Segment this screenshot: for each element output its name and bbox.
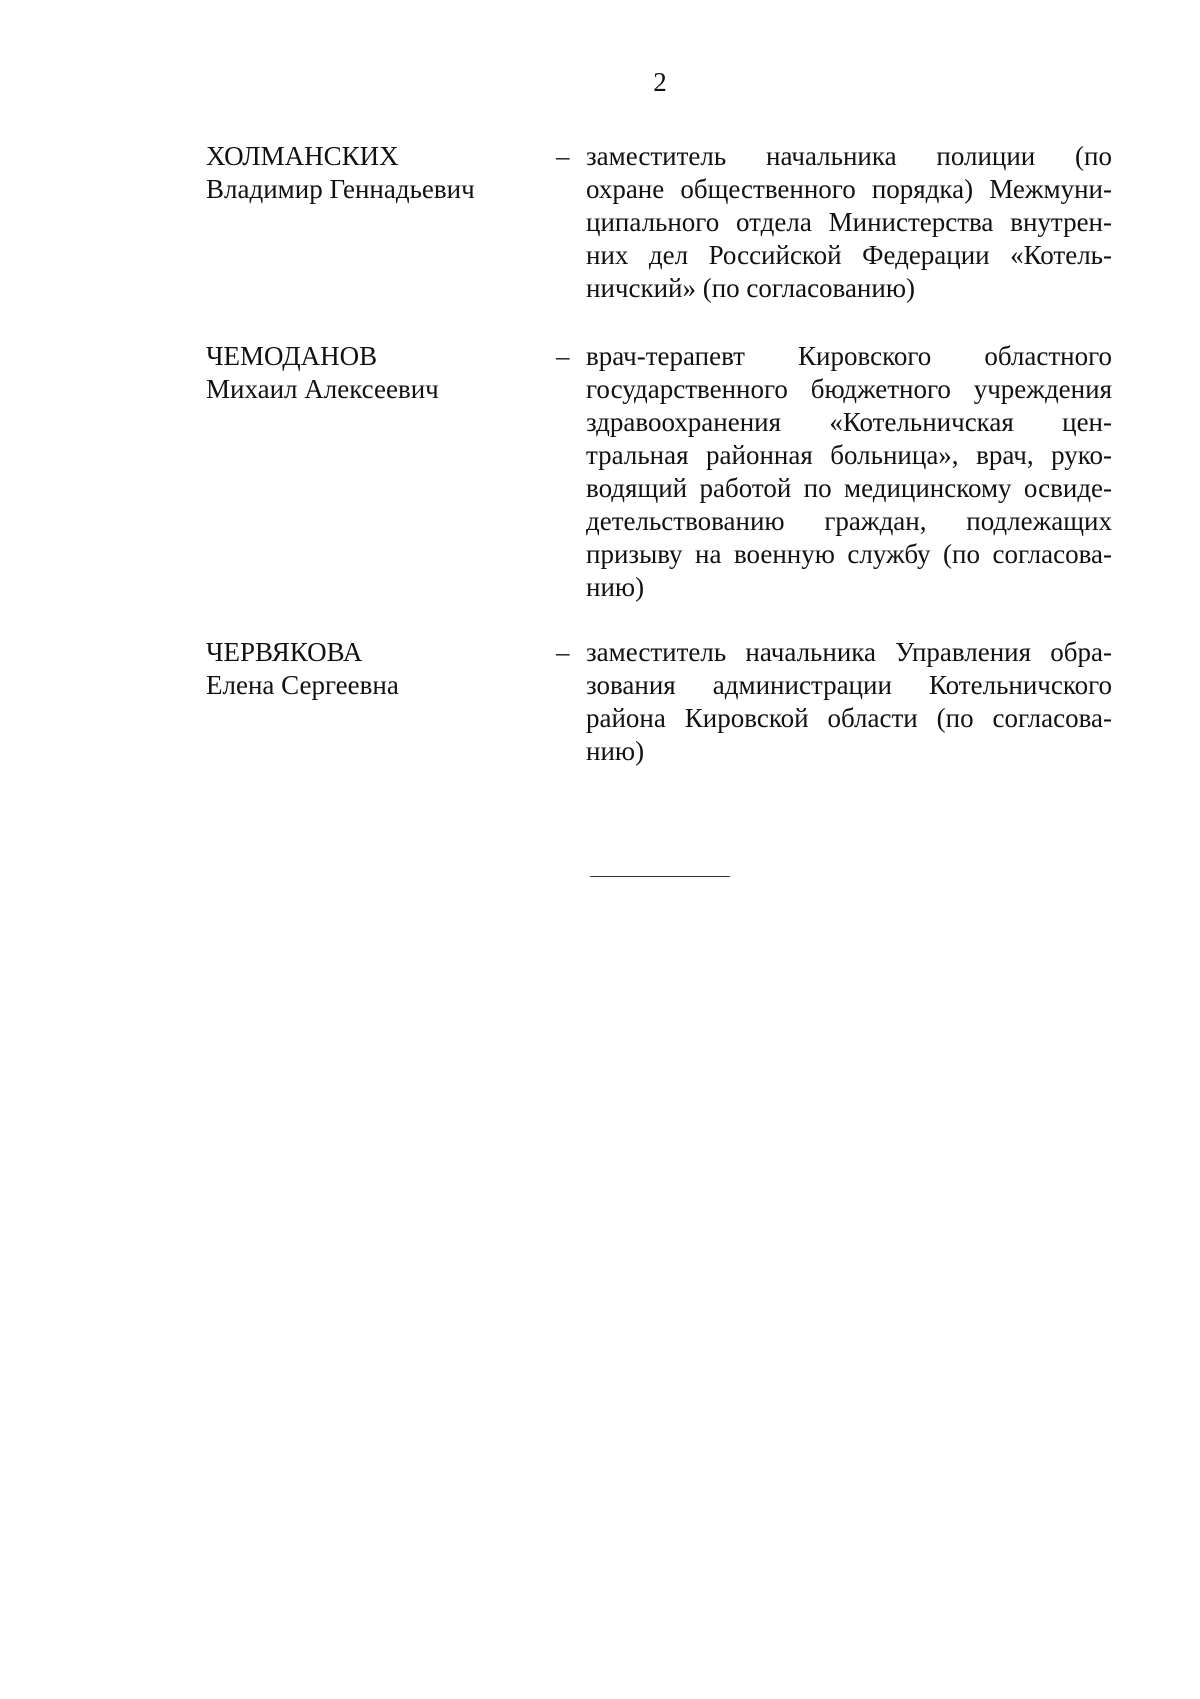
position-line: водящий работой по медицинскому освиде-: [586, 473, 1112, 503]
member-position: [586, 140, 1112, 305]
position-line: них дел Российской Федерации «Котель-: [586, 240, 1112, 270]
position-line: врач-терапевт Кировского областного: [586, 341, 1112, 371]
position-line: ничский» (по согласованию): [586, 273, 915, 303]
member-surname: ЧЕРВЯКОВА: [206, 637, 363, 667]
position-line: нию): [586, 736, 645, 766]
member-name: [206, 636, 546, 702]
member-surname: ХОЛМАНСКИХ: [206, 141, 399, 171]
position-line: призыву на военную службу (по согласова-: [586, 539, 1112, 569]
member-name: [206, 140, 546, 206]
member-surname: ЧЕМОДАНОВ: [206, 341, 378, 371]
dash-separator: –: [556, 141, 570, 171]
dash-separator: –: [556, 637, 570, 667]
position-line: заместитель начальника полиции (по: [586, 141, 1112, 171]
position-line: нию): [586, 572, 645, 602]
position-line: зования администрации Котельничского: [586, 670, 1112, 700]
position-line: района Кировской области (по согласова-: [586, 703, 1112, 733]
position-line: детельствованию граждан, подлежащих: [586, 506, 1112, 536]
position-line: тральная районная больница», врач, руко-: [586, 440, 1112, 470]
member-given-names: Елена Сергеевна: [206, 670, 399, 700]
member-position: [586, 636, 1112, 768]
position-line: охране общественного порядка) Межмуни-: [586, 174, 1112, 204]
page-number: 2: [653, 67, 667, 97]
closing-divider-line: [590, 876, 730, 877]
member-name: [206, 340, 546, 406]
member-position: [586, 340, 1112, 604]
position-line: заместитель начальника Управления обра-: [586, 637, 1112, 667]
member-given-names: Владимир Геннадьевич: [206, 174, 475, 204]
position-line: здравоохранения «Котельничская цен-: [586, 407, 1112, 437]
member-given-names: Михаил Алексеевич: [206, 374, 439, 404]
position-line: государственного бюджетного учреждения: [586, 374, 1112, 404]
position-line: ципального отдела Министерства внутрен-: [586, 207, 1112, 237]
dash-separator: –: [556, 341, 570, 371]
